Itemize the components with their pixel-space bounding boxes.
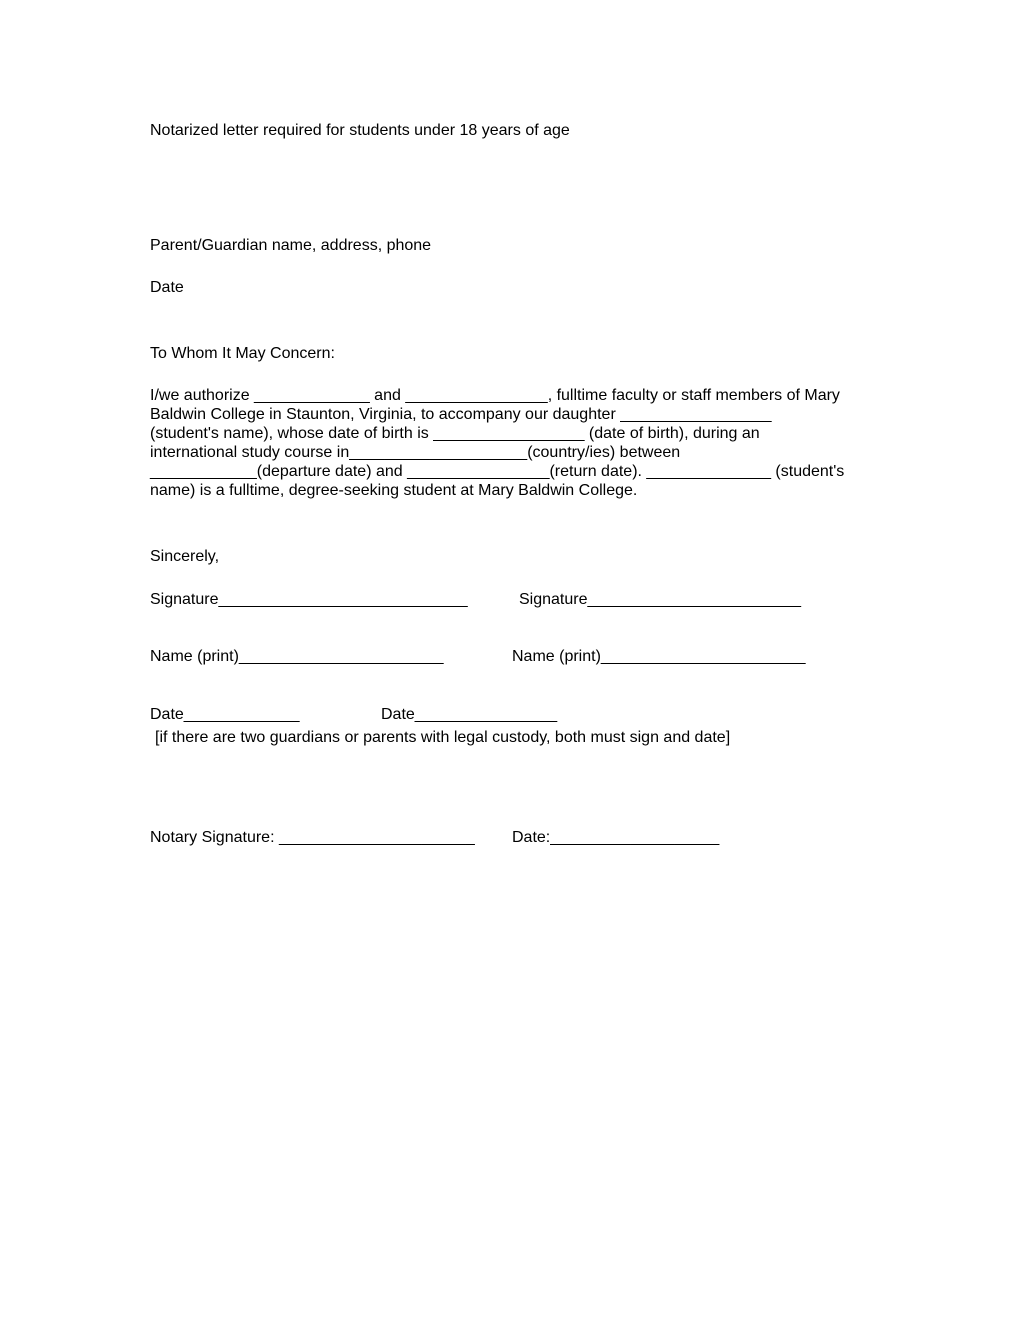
closing: Sincerely, xyxy=(150,548,220,565)
paragraph-line: I/we authorize _____________ and ________________, fulltime faculty or staff members of Mary xyxy=(150,387,840,404)
signature-field-left: Signature____________________________ xyxy=(150,591,468,608)
paragraph-line: (student's name), whose date of birth is _________________ (date of birth), during an xyxy=(150,425,760,442)
name-print-field-left: Name (print)_______________________ xyxy=(150,648,444,665)
custody-note: [if there are two guardians or parents with legal custody, both must sign and date] xyxy=(155,729,731,746)
paragraph-line: international study course in____________________(country/ies) between xyxy=(150,444,681,461)
signature-field-right: Signature________________________ xyxy=(519,591,802,608)
date-field-left: Date_____________ xyxy=(150,706,300,723)
date-field-right: Date________________ xyxy=(381,706,558,723)
salutation: To Whom It May Concern: xyxy=(150,345,335,362)
notary-signature-field: Notary Signature: ______________________ xyxy=(150,829,475,846)
parent-guardian-info-line: Parent/Guardian name, address, phone xyxy=(150,237,432,254)
paragraph-line: name) is a fulltime, degree-seeking student at Mary Baldwin College. xyxy=(150,482,638,499)
paragraph-line: Baldwin College in Staunton, Virginia, to accompany our daughter _________________ xyxy=(150,406,772,423)
paragraph-line: ____________(departure date) and ________________(return date). ______________ (student's xyxy=(150,463,845,480)
document-heading: Notarized letter required for students under 18 years of age xyxy=(150,122,570,139)
name-print-field-right: Name (print)_______________________ xyxy=(512,648,806,665)
notary-date-field: Date:___________________ xyxy=(512,829,720,846)
date-line: Date xyxy=(150,279,184,296)
